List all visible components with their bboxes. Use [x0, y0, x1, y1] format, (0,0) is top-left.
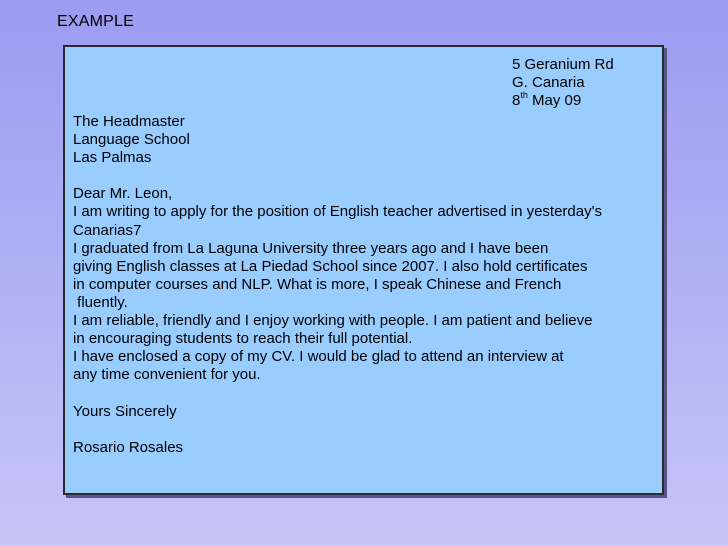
date-day: 8: [512, 92, 521, 109]
letter-box: [63, 45, 664, 495]
date-month-year: May 09: [527, 92, 582, 109]
body-line: Canarias7: [73, 221, 142, 239]
recipient-title: The Headmaster: [73, 113, 185, 130]
signature: Rosario Rosales: [73, 438, 184, 456]
body-line: I graduated from La Laguna University three years ago and I have been: [73, 239, 549, 257]
letter-date: [512, 92, 614, 110]
slide-title: EXAMPLE: [57, 13, 134, 30]
body-line: I am writing to apply for the position of English teacher advertised in yesterday's: [73, 203, 602, 221]
blank-line: [73, 421, 663, 439]
closing: Yours Sincerely: [73, 402, 177, 420]
blank-line: [73, 384, 663, 402]
body-line: any time convenient for you.: [73, 366, 261, 384]
salutation: Dear Mr. Leon,: [73, 185, 173, 203]
date-suffix: th: [520, 90, 528, 100]
letter-body: [73, 113, 663, 457]
body-line: in computer courses and NLP. What is more, I speak Chinese and French: [73, 275, 562, 293]
address-city: G. Canaria: [512, 74, 585, 91]
recipient-city: Las Palmas: [73, 149, 152, 167]
recipient-organization: Language School: [73, 131, 190, 149]
blank-line: [73, 167, 663, 185]
body-line: fluently.: [73, 293, 128, 311]
address-street: 5 Geranium Rd: [512, 56, 614, 73]
body-line: in encouraging students to reach their full potential.: [73, 330, 413, 348]
body-line: I have enclosed a copy of my CV. I would be glad to attend an interview at: [73, 348, 564, 366]
body-line: I am reliable, friendly and I enjoy working with people. I am patient and believe: [73, 312, 593, 330]
body-line: giving English classes at La Piedad School since 2007. I also hold certificates: [73, 257, 588, 275]
sender-address: [512, 56, 614, 110]
